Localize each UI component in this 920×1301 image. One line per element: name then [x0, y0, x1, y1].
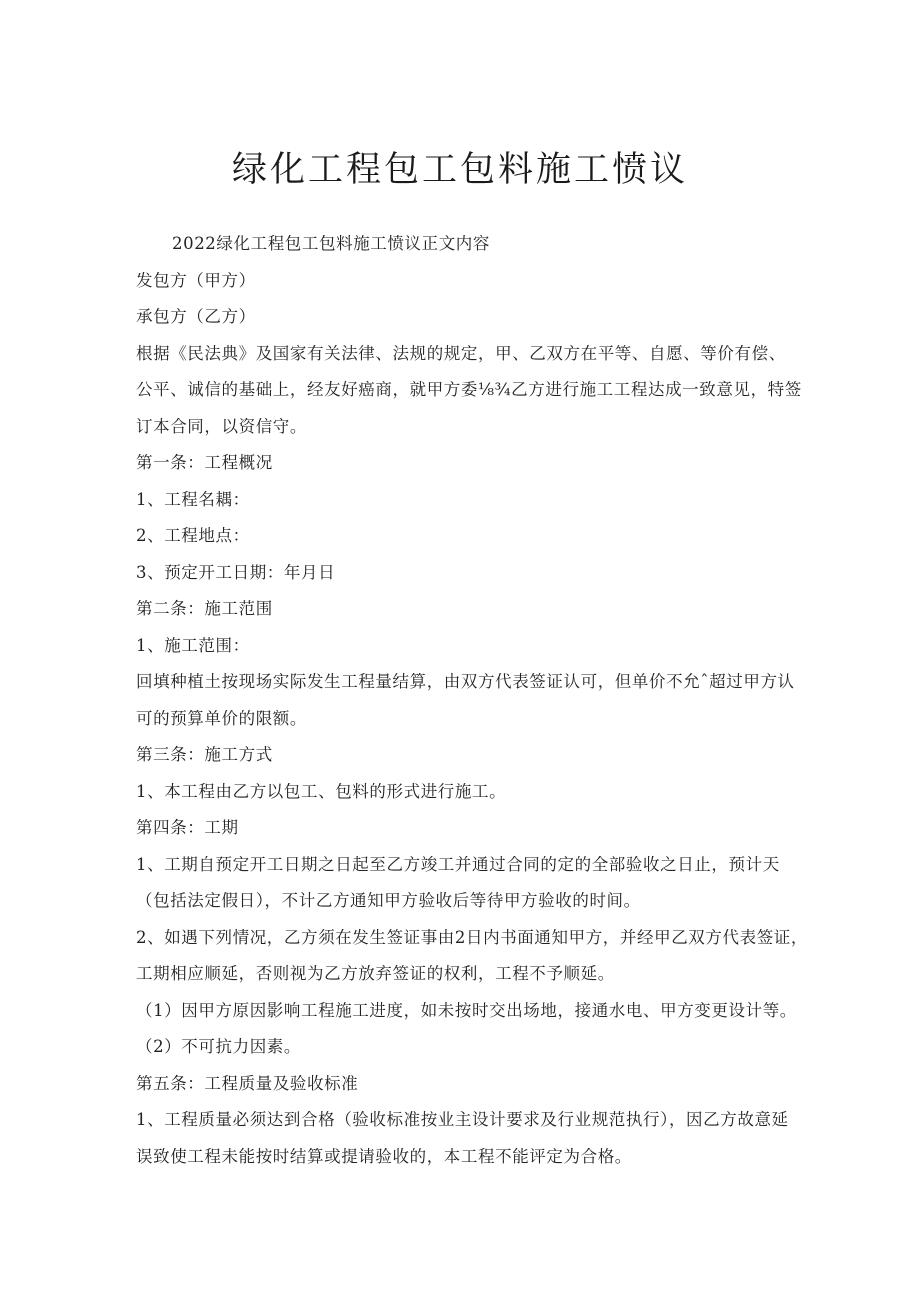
party-b-line: 承包方（乙方） — [136, 307, 256, 326]
article-1-heading: 第一条：工程概况 — [136, 453, 273, 472]
quality-line-1: 1、工程质量必须达到合格（验收标准按业主设计要求及行业规范执行），因乙方故意延 — [136, 1110, 789, 1129]
article-2-heading: 第二条：施工范围 — [136, 599, 273, 618]
start-date-line: 3、预定开工日期：年月日 — [136, 562, 336, 582]
extension-case-2: （2）不可抗力因素。 — [136, 1037, 301, 1056]
scope-detail-line-1: 回填种植土按现场实际发生工程量结算，由双方代表签证认可，但单价不允ˆ超过甲方认 — [136, 672, 795, 691]
document-body — [136, 226, 808, 1175]
preamble-line-3: 订本合同，以资信守。 — [136, 416, 307, 436]
project-name-line: 1、工程名耦： — [136, 489, 250, 509]
article-4-heading: 第四条：工期 — [136, 818, 239, 837]
document-title: 绿化工程包工包料施工愤议 — [231, 150, 688, 190]
article-3-heading: 第三条：施工方式 — [136, 745, 273, 764]
intro-line: 2022绿化工程包工包料施工愤议正文内容 — [172, 234, 490, 253]
extension-case-1: （1）因甲方原因影响工程施工进度，如未按时交出场地，接通水电、甲方变更设计等。 — [136, 1000, 797, 1020]
scope-line: 1、施工范围： — [136, 635, 250, 655]
extension-line-2: 工期相应顺延，否则视为乙方放弃签证的权利，工程不予顺延。 — [136, 964, 615, 983]
scope-detail-line-2: 可的预算单价的限额。 — [136, 708, 307, 728]
project-location-line: 2、工程地点： — [136, 526, 250, 545]
method-line: 1、本工程由乙方以包工、包料的形式进行施工。 — [136, 781, 507, 801]
preamble-line-1: 根据《民法典》及国家有关法律、法规的规定，甲、乙双方在平等、自愿、等价有偿、 — [136, 343, 786, 363]
quality-line-2: 误致使工程未能按时结算或提请验收的，本工程不能评定为合格。 — [136, 1146, 632, 1166]
article-5-heading: 第五条：工程质量及验收标准 — [136, 1073, 359, 1093]
extension-line-1: 2、如遇下列情况，乙方须在发生签证事由2日内书面通知甲方，并经甲乙双方代表签证， — [136, 927, 808, 947]
party-a-line: 发包方（甲方） — [136, 270, 256, 290]
duration-line-2: （包括法定假日），不计乙方通知甲方验收后等待甲方验收的时间。 — [136, 891, 641, 910]
preamble-line-2: 公平、诚信的基础上，经友好癌商，就甲方委⅛¾乙方进行施工工程达成一致意见，特签 — [136, 380, 802, 399]
duration-line-1: 1、工期自预定开工日期之日起至乙方竣工并通过合同的定的全部验收之日止，预计天 — [136, 854, 780, 874]
